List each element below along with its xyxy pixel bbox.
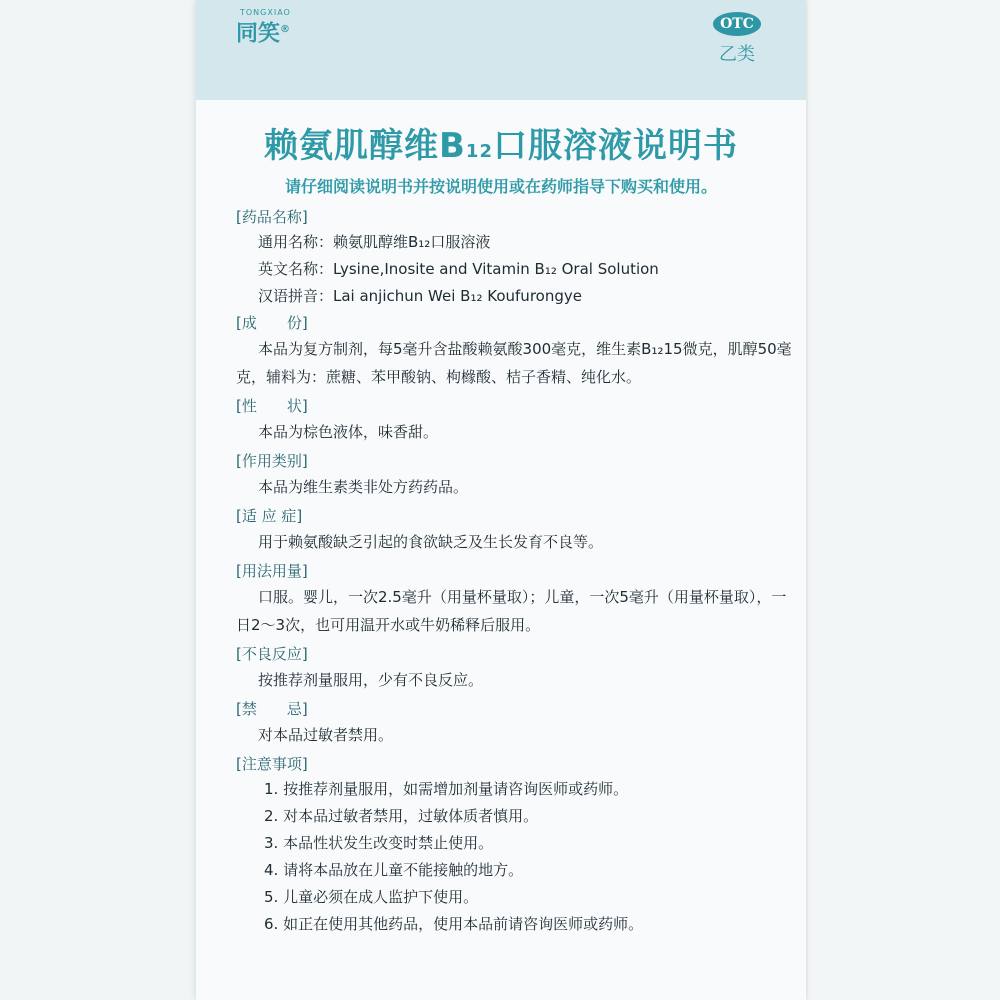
precaution-item: 2. 对本品过敏者禁用，过敏体质者慎用。 — [264, 807, 539, 825]
precaution-item: 5. 儿童必须在成人监护下使用。 — [264, 888, 479, 906]
leaflet-body — [236, 205, 796, 938]
otc-class: 乙类 — [719, 44, 755, 65]
brand-english: TONGXIAO — [240, 8, 291, 17]
section-indication — [236, 504, 796, 556]
precaution-item: 3. 本品性状发生改变时禁止使用。 — [264, 834, 494, 852]
section-label: [成 份] — [236, 314, 308, 332]
title-main: 赖氨肌醇维B — [264, 126, 466, 166]
precaution-item: 4. 请将本品放在儿童不能接触的地方。 — [264, 861, 524, 879]
precaution-item: 6. 如正在使用其他药品，使用本品前请咨询医师或药师。 — [264, 915, 644, 933]
brand-logo — [236, 8, 291, 47]
section-contraindications — [236, 697, 796, 749]
adverse-text: 按推荐剂量服用，少有不良反应。 — [258, 671, 484, 689]
english-name: 英文名称：Lysine,Inosite and Vitamin B₁₂ Oral Solution — [258, 260, 659, 278]
document-title — [196, 118, 806, 167]
otc-mark — [702, 12, 772, 66]
brand-chinese-text: 同笑 — [236, 21, 281, 47]
header-band — [196, 0, 806, 100]
title-subscript: 12 — [465, 141, 493, 162]
leaflet-sheet — [196, 0, 806, 1000]
section-label: [适 应 症] — [236, 507, 303, 525]
section-drug-name — [236, 205, 796, 310]
section-character — [236, 394, 796, 446]
registered-mark: ® — [280, 24, 291, 35]
section-category — [236, 449, 796, 501]
section-label: [用法用量] — [236, 562, 308, 580]
background-left — [0, 0, 190, 1000]
section-label: [不良反应] — [236, 645, 308, 663]
indication-text: 用于赖氨酸缺乏引起的食欲缺乏及生长发育不良等。 — [258, 533, 604, 551]
section-precautions — [236, 752, 796, 938]
otc-badge: OTC — [713, 12, 761, 36]
dosage-text: 口服。婴儿，一次2.5毫升（用量杯量取）；儿童，一次5毫升（用量杯量取），一日2～3次，也可用温开水或牛奶稀释后服用。 — [236, 588, 787, 634]
section-dosage — [236, 559, 796, 639]
precaution-item: 1. 按推荐剂量服用，如需增加剂量请咨询医师或药师。 — [264, 780, 629, 798]
contra-text: 对本品过敏者禁用。 — [258, 726, 394, 744]
section-label: [注意事项] — [236, 755, 308, 773]
pinyin-name: 汉语拼音：Lai anjichun Wei B₁₂ Koufurongye — [258, 287, 582, 305]
category-text: 本品为维生素类非处方药药品。 — [258, 478, 469, 496]
reading-notice: 请仔细阅读说明书并按说明使用或在药师指导下购买和使用。 — [284, 177, 717, 196]
section-label: [药品名称] — [236, 208, 308, 226]
title-rest: 口服溶液说明书 — [492, 126, 738, 166]
section-label: [作用类别] — [236, 452, 308, 470]
section-label: [性 状] — [236, 397, 308, 415]
character-text: 本品为棕色液体，味香甜。 — [258, 423, 439, 441]
generic-name: 通用名称：赖氨肌醇维B₁₂口服溶液 — [258, 233, 491, 251]
section-ingredients — [236, 311, 796, 391]
brand-chinese — [236, 17, 291, 47]
background-right — [808, 0, 1000, 1000]
section-label: [禁 忌] — [236, 700, 308, 718]
ingredients-text: 本品为复方制剂，每5毫升含盐酸赖氨酸300毫克，维生素B₁₂15微克，肌醇50毫克，辅料为：蔗糖、苯甲酸钠、枸橼酸、桔子香精、纯化水。 — [236, 340, 792, 386]
section-adverse-reactions — [236, 642, 796, 694]
